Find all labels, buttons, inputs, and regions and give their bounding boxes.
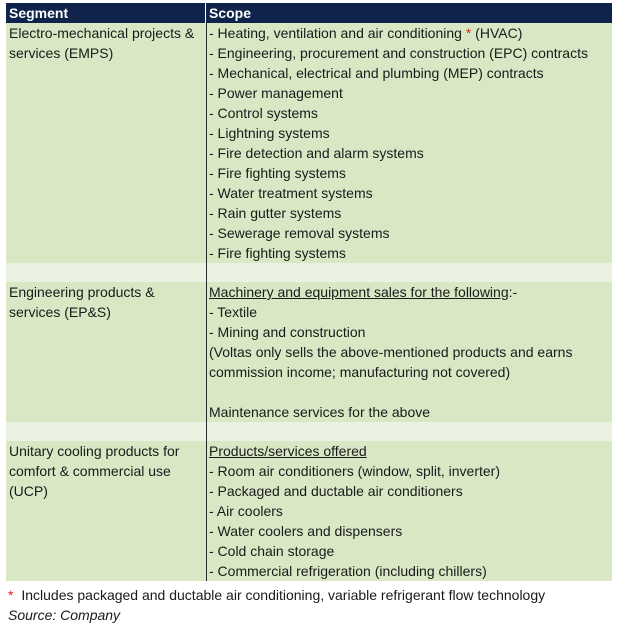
scope-line: - Water treatment systems [209, 185, 373, 201]
section-emps [6, 23, 612, 263]
scope-line: - Commercial refrigeration (including chillers) [209, 563, 487, 579]
scope-line: - Packaged and ductable air conditioners [209, 483, 463, 499]
scope-line: - Air coolers [209, 503, 283, 519]
section-ucp [6, 441, 612, 581]
scope-cell [209, 23, 612, 263]
column-divider [206, 263, 207, 282]
column-divider [206, 282, 207, 422]
scope-line-suffix: (HVAC) [475, 25, 523, 41]
scope-line: (Voltas only sells the above-mentioned products and earns [209, 344, 573, 360]
column-divider [206, 23, 207, 263]
scope-heading-text: Products/services offered [209, 443, 367, 459]
scope-line: - Power management [209, 85, 343, 101]
row-spacer [6, 422, 612, 441]
section-eps [6, 282, 612, 422]
scope-line: - Engineering, procurement and construction (EPC) contracts [209, 45, 588, 61]
table-notes [8, 585, 614, 625]
segment-cell: Engineering products & services (EP&S) [9, 284, 155, 320]
scope-line: - Cold chain storage [209, 543, 335, 559]
scope-cell [209, 282, 612, 422]
scope-heading [209, 441, 612, 461]
footnote-asterisk: * [8, 587, 14, 603]
scope-heading-suffix: :- [508, 284, 518, 300]
scope-line: commission income; manufacturing not covered) [209, 364, 511, 380]
column-divider [206, 441, 207, 581]
scope-line: - Textile [209, 304, 257, 320]
segment-cell: Electro-mechanical projects & services (EMPS) [9, 25, 195, 61]
scope-line: Maintenance services for the above [209, 404, 431, 420]
header-segment: Segment [9, 5, 69, 21]
scope-heading [209, 282, 612, 302]
scope-cell [209, 441, 612, 581]
table-header [6, 3, 612, 23]
scope-line: - Fire detection and alarm systems [209, 145, 424, 161]
scope-line: - Rain gutter systems [209, 205, 342, 221]
footnote-text: Includes packaged and ductable air conditioning, variable refrigerant flow technology [21, 587, 546, 603]
scope-line: - Fire fighting systems [209, 245, 346, 261]
segment-cell: Unitary cooling products for comfort & commercial use (UCP) [9, 443, 180, 499]
header-divider [205, 3, 206, 23]
scope-line: - Room air conditioners (window, split, inverter) [209, 463, 500, 479]
column-divider [206, 422, 207, 441]
segment-scope-table [6, 3, 612, 581]
footnote [8, 585, 614, 605]
source-note: Source: Company [8, 607, 121, 623]
scope-line: - Mining and construction [209, 324, 366, 340]
scope-line-text: - Heating, ventilation and air conditioning [209, 25, 462, 41]
row-spacer [6, 263, 612, 282]
scope-line: - Mechanical, electrical and plumbing (MEP) contracts [209, 65, 544, 81]
scope-line: - Fire fighting systems [209, 165, 346, 181]
scope-line [209, 382, 612, 402]
scope-line: - Water coolers and dispensers [209, 523, 403, 539]
scope-heading-text: Machinery and equipment sales for the following [209, 284, 509, 300]
scope-line [209, 23, 612, 43]
scope-line: - Control systems [209, 105, 318, 121]
asterisk-marker: * [465, 25, 472, 41]
scope-line: - Sewerage removal systems [209, 225, 390, 241]
scope-line: - Lightning systems [209, 125, 330, 141]
header-scope: Scope [209, 5, 252, 21]
